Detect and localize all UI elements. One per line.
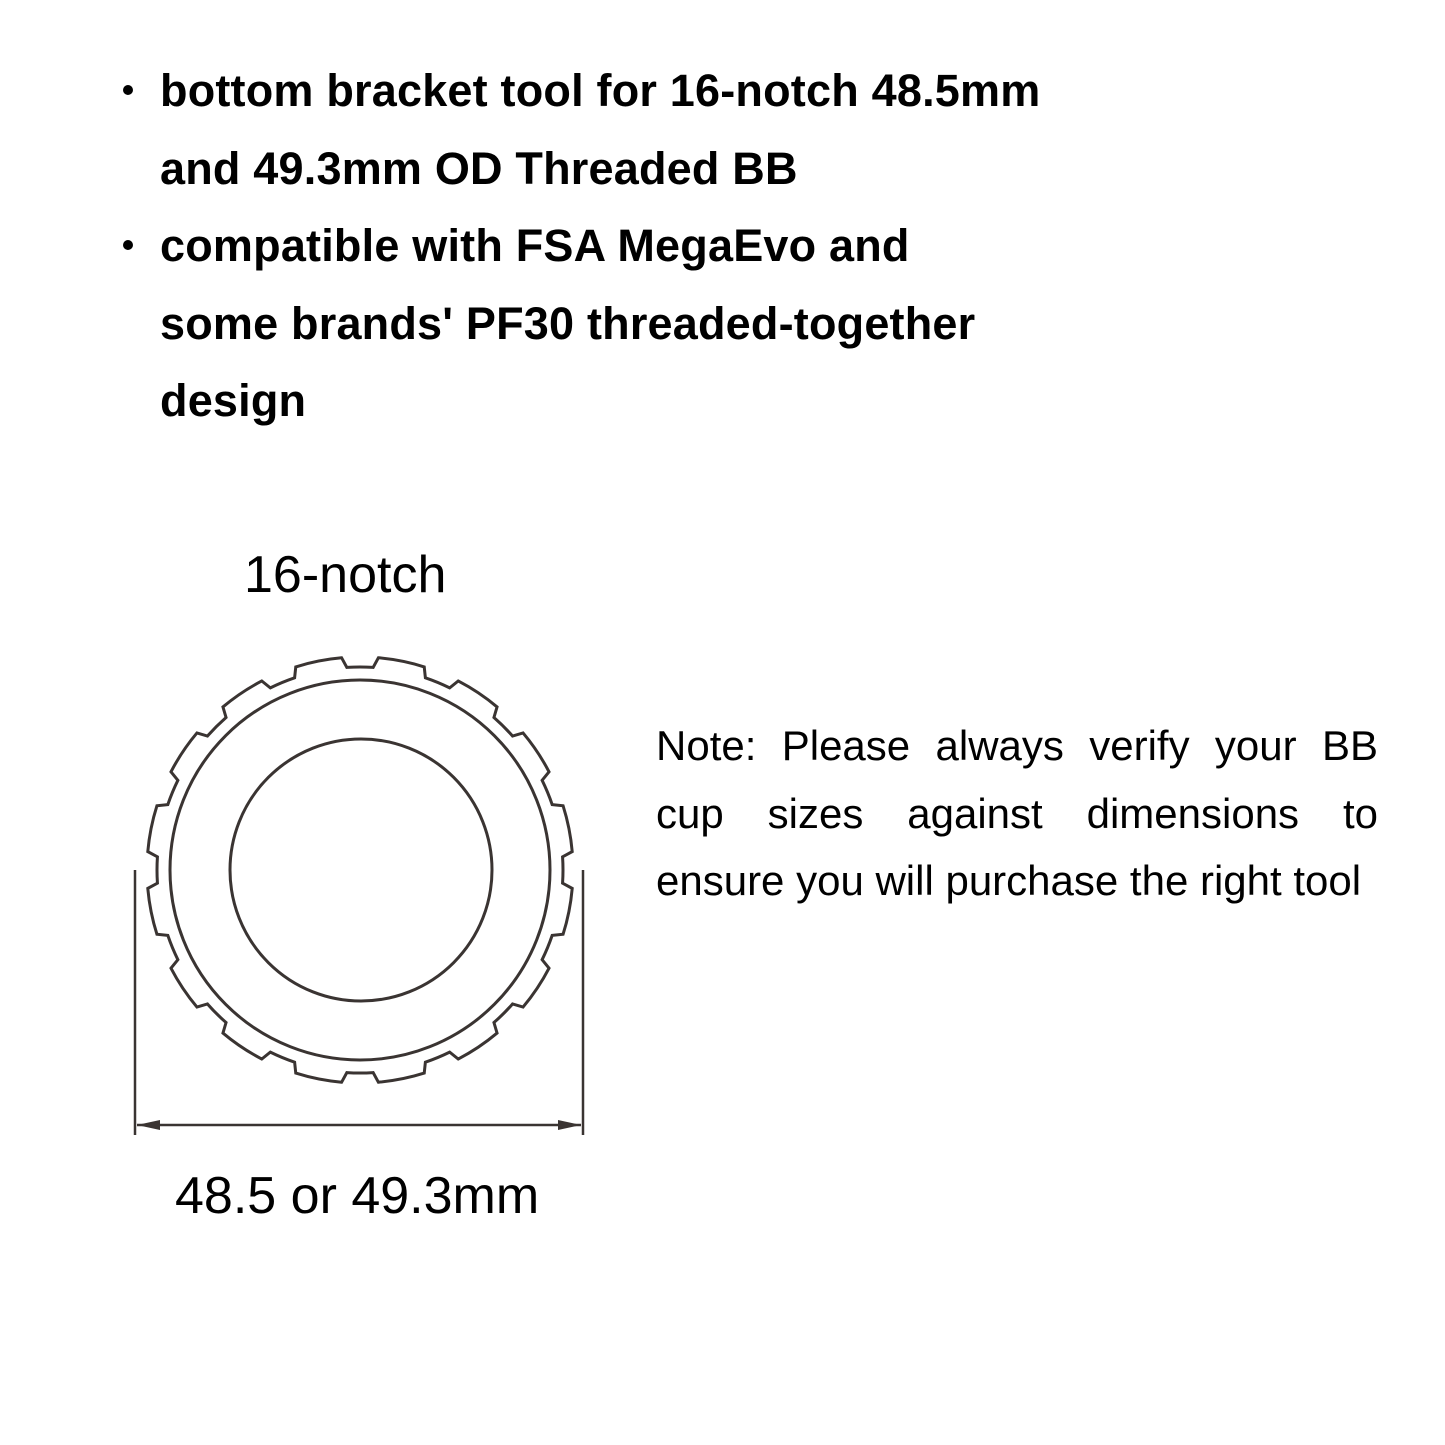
- feature-text-line: bottom bracket tool for 16-notch 48.5mm: [160, 65, 1041, 116]
- feature-text-line: some brands' PF30 threaded-together: [160, 297, 976, 349]
- diagram-title: 16-notch: [244, 546, 447, 604]
- bb-cup-diagram: [0, 0, 700, 1200]
- notched-outer-ring: [148, 658, 572, 1082]
- dimension-label: 48.5 or 49.3mm: [175, 1167, 540, 1225]
- dimension-line: [135, 870, 583, 1135]
- feature-text-line: design: [160, 375, 307, 426]
- bb-cup-outline-icon: [148, 658, 572, 1082]
- arrow-left-icon: [137, 1120, 160, 1130]
- feature-text-line: and 49.3mm OD Threaded BB: [160, 142, 798, 194]
- note-text: Note: Please always verify your BB cup sizes against dimensions to ensure you will purchase the right tool: [656, 722, 1378, 904]
- feature-text-line: compatible with FSA MegaEvo and: [160, 220, 910, 271]
- arrow-right-icon: [558, 1120, 581, 1130]
- inner-ring: [230, 739, 492, 1001]
